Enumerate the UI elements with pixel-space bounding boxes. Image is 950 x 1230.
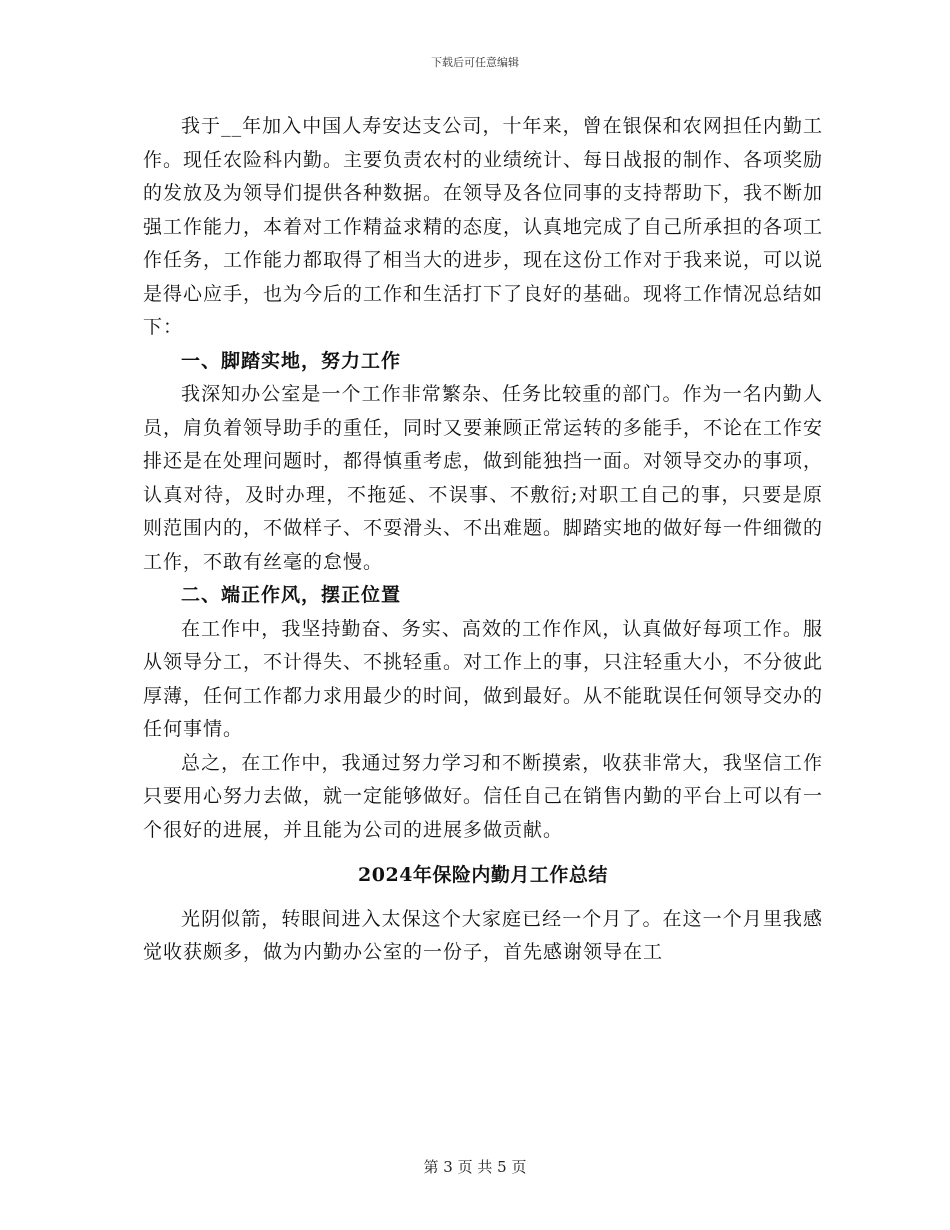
section-1-paragraph: 我深知办公室是一个工作非常繁杂、任务比较重的部门。作为一名内勤人员，肩负着领导助手的重任，同时又要兼顾正常运转的多能手，不论在工作安排还是在处理问题时，都得慎重考虑，做到能独挡一面。对领导交办的事项，认真对待，及时办理，不拖延、不误事、不敷衍;对职工自己的事，只要是原则范围内的，不做样子、不耍滑头、不出难题。脚踏实地的做好每一件细微的工作，不敢有丝毫的怠慢。 <box>143 383 824 573</box>
page-number: 第 3 页 共 5 页 <box>423 1158 527 1176</box>
conclusion-paragraph: 总之，在工作中，我通过努力学习和不断摸索，收获非常大，我坚信工作只要用心努力去做，就一定能够做好。信任自己在销售内勤的平台上可以有一个很好的进展，并且能为公司的进展多做贡献。 <box>143 751 824 841</box>
next-document-paragraph: 光阴似箭，转眼间进入太保这个大家庭已经一个月了。在这一个月里我感觉收获颇多，做为内勤办公室的一份子，首先感谢领导在工 <box>143 907 823 963</box>
section-2-paragraph: 在工作中，我坚持勤奋、务实、高效的工作作风，认真做好每项工作。服从领导分工，不计得失、不挑轻重。对工作上的事，只注轻重大小，不分彼此厚薄，任何工作都力求用最少的时间，做到最好。从不能耽误任何领导交办的任何事情。 <box>143 617 824 740</box>
document-body <box>143 110 823 970</box>
section-heading-1: 一、脚踏实地，努力工作 <box>181 349 402 372</box>
next-document-title: 2024年保险内勤月工作总结 <box>358 864 608 886</box>
intro-paragraph: 我于__年加入中国人寿安达支公司，十年来，曾在银保和农网担任内勤工作。现任农险科内勤。主要负责农村的业绩统计、每日战报的制作、各项奖励的发放及为领导们提供各种数据。在领导及各位同事的支持帮助下，我不断加强工作能力，本着对工作精益求精的态度，认真地完成了自己所承担的各项工作任务，工作能力都取得了相当大的进步，现在这份工作对于我来说，可以说是得心应手，也为今后的工作和生活打下了良好的基础。现将工作情况总结如下： <box>143 115 824 338</box>
section-heading-2: 二、端正作风，摆正位置 <box>181 584 402 606</box>
page-header: 下载后可任意编辑 <box>431 56 519 69</box>
